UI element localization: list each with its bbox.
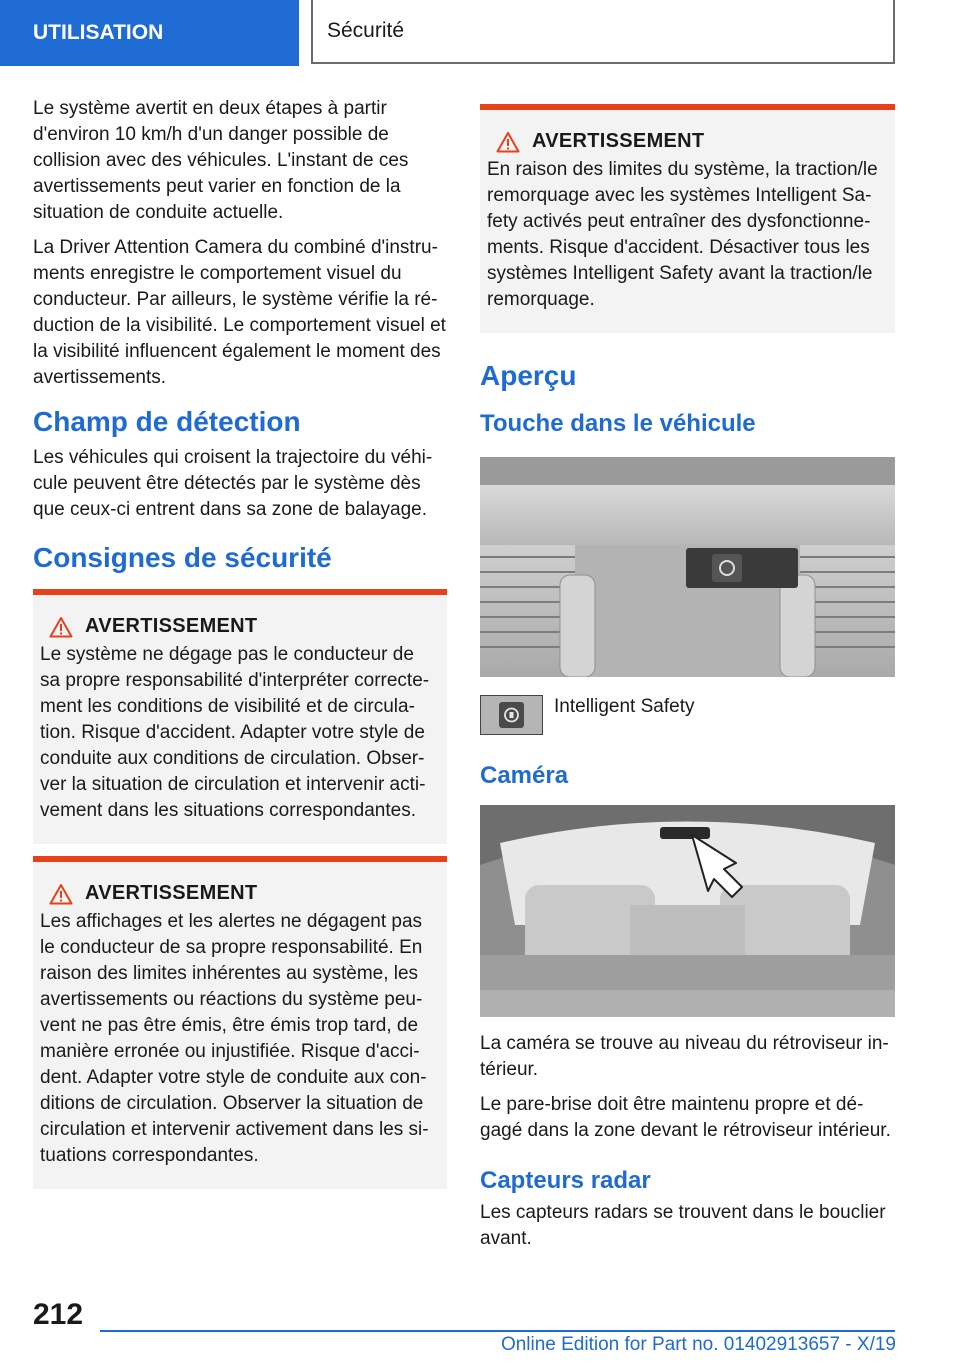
edition-info: Online Edition for Part no. 01402913657 - X/19 bbox=[500, 1334, 896, 1355]
heading-radar: Capteurs radar bbox=[480, 1167, 651, 1194]
warning-box bbox=[33, 856, 447, 1189]
topic-label: Sécurité bbox=[327, 19, 405, 42]
warning-box bbox=[33, 589, 447, 844]
heading-button: Touche dans le véhicule bbox=[480, 410, 756, 437]
section-label: UTILISATION bbox=[33, 21, 164, 44]
button-legend bbox=[480, 695, 895, 735]
right-column bbox=[480, 104, 895, 1261]
paragraph: Les capteurs radars se trouvent dans le bouclier avant. bbox=[480, 1202, 886, 1249]
paragraph: La Driver Attention Camera du combiné d'instruments enregistre le comportement visuel du conducteur. Par ailleurs, le système vérifie la réduction de la visibilité. Le comportement visuel et la visibilité influencent également le moment des avertissements. bbox=[33, 237, 446, 388]
section-tab bbox=[0, 0, 299, 66]
footer-divider bbox=[100, 1330, 895, 1332]
warning-triangle-icon bbox=[49, 616, 73, 638]
paragraph: Le système avertit en deux étapes à partir d'environ 10 km/h d'un danger possible de collision avec des véhicules. L'instant de ces avertissements peut varier en fonction de la situation de conduite actuelle. bbox=[33, 98, 409, 223]
warning-text: En raison des limites du système, la traction/le remorquage avec les systèmes Intelligent Safety activés peut entraîner des dysfonctionnements. Risque d'accident. Désactiver tous les systèmes Intelligent Safety avant la traction/le remorquage. bbox=[487, 159, 878, 310]
warning-triangle-icon bbox=[496, 131, 520, 153]
warning-title: AVERTISSEMENT bbox=[85, 882, 258, 904]
paragraph: Les véhicules qui croisent la trajectoire du véhicule peuvent être détectés par le système dès que ceux-ci entrent dans sa zone de balayage. bbox=[33, 447, 433, 520]
button-label: Intelligent Safety bbox=[554, 696, 695, 717]
paragraph: Le pare-brise doit être maintenu propre et dégagé dans la zone devant le rétroviseur intérieur. bbox=[480, 1094, 891, 1141]
dashboard-button-illustration bbox=[480, 457, 895, 677]
warning-text: Le système ne dégage pas le conducteur de sa propre responsabilité d'interpréter correctement les conditions de visibilité et de circulation. Risque d'accident. Adapter votre style de conduite aux conditions de circulation. Observer la situation de circulation et intervenir activement dans les situations correspondantes. bbox=[40, 644, 430, 821]
heading-camera: Caméra bbox=[480, 762, 569, 789]
warning-box bbox=[480, 104, 895, 333]
warning-triangle-icon bbox=[49, 883, 73, 905]
left-column bbox=[33, 96, 447, 1201]
heading-overview: Aperçu bbox=[480, 360, 577, 391]
heading-safety: Consignes de sécurité bbox=[33, 542, 332, 573]
heading-detection: Champ de détection bbox=[33, 406, 301, 437]
paragraph: La caméra se trouve au niveau du rétroviseur intérieur. bbox=[480, 1033, 889, 1080]
warning-title: AVERTISSEMENT bbox=[85, 615, 258, 637]
intelligent-safety-icon bbox=[480, 695, 543, 735]
topic-header bbox=[311, 0, 895, 64]
warning-title: AVERTISSEMENT bbox=[532, 130, 705, 152]
warning-text: Les affichages et les alertes ne dégagent pas le conducteur de sa propre responsabilité. En raison des limites inhérentes au système, les avertissements ou réactions du système peuvent ne pas être émis, être émis trop tard, de manière erronée ou injustifiée. Risque d'accident. Adapter votre style de conduite aux conditions de circulation. Observer la situation de circulation et intervenir activement dans les situations correspondantes. bbox=[40, 911, 429, 1166]
page-number: 212 bbox=[33, 1298, 84, 1331]
camera-illustration bbox=[480, 805, 895, 1017]
